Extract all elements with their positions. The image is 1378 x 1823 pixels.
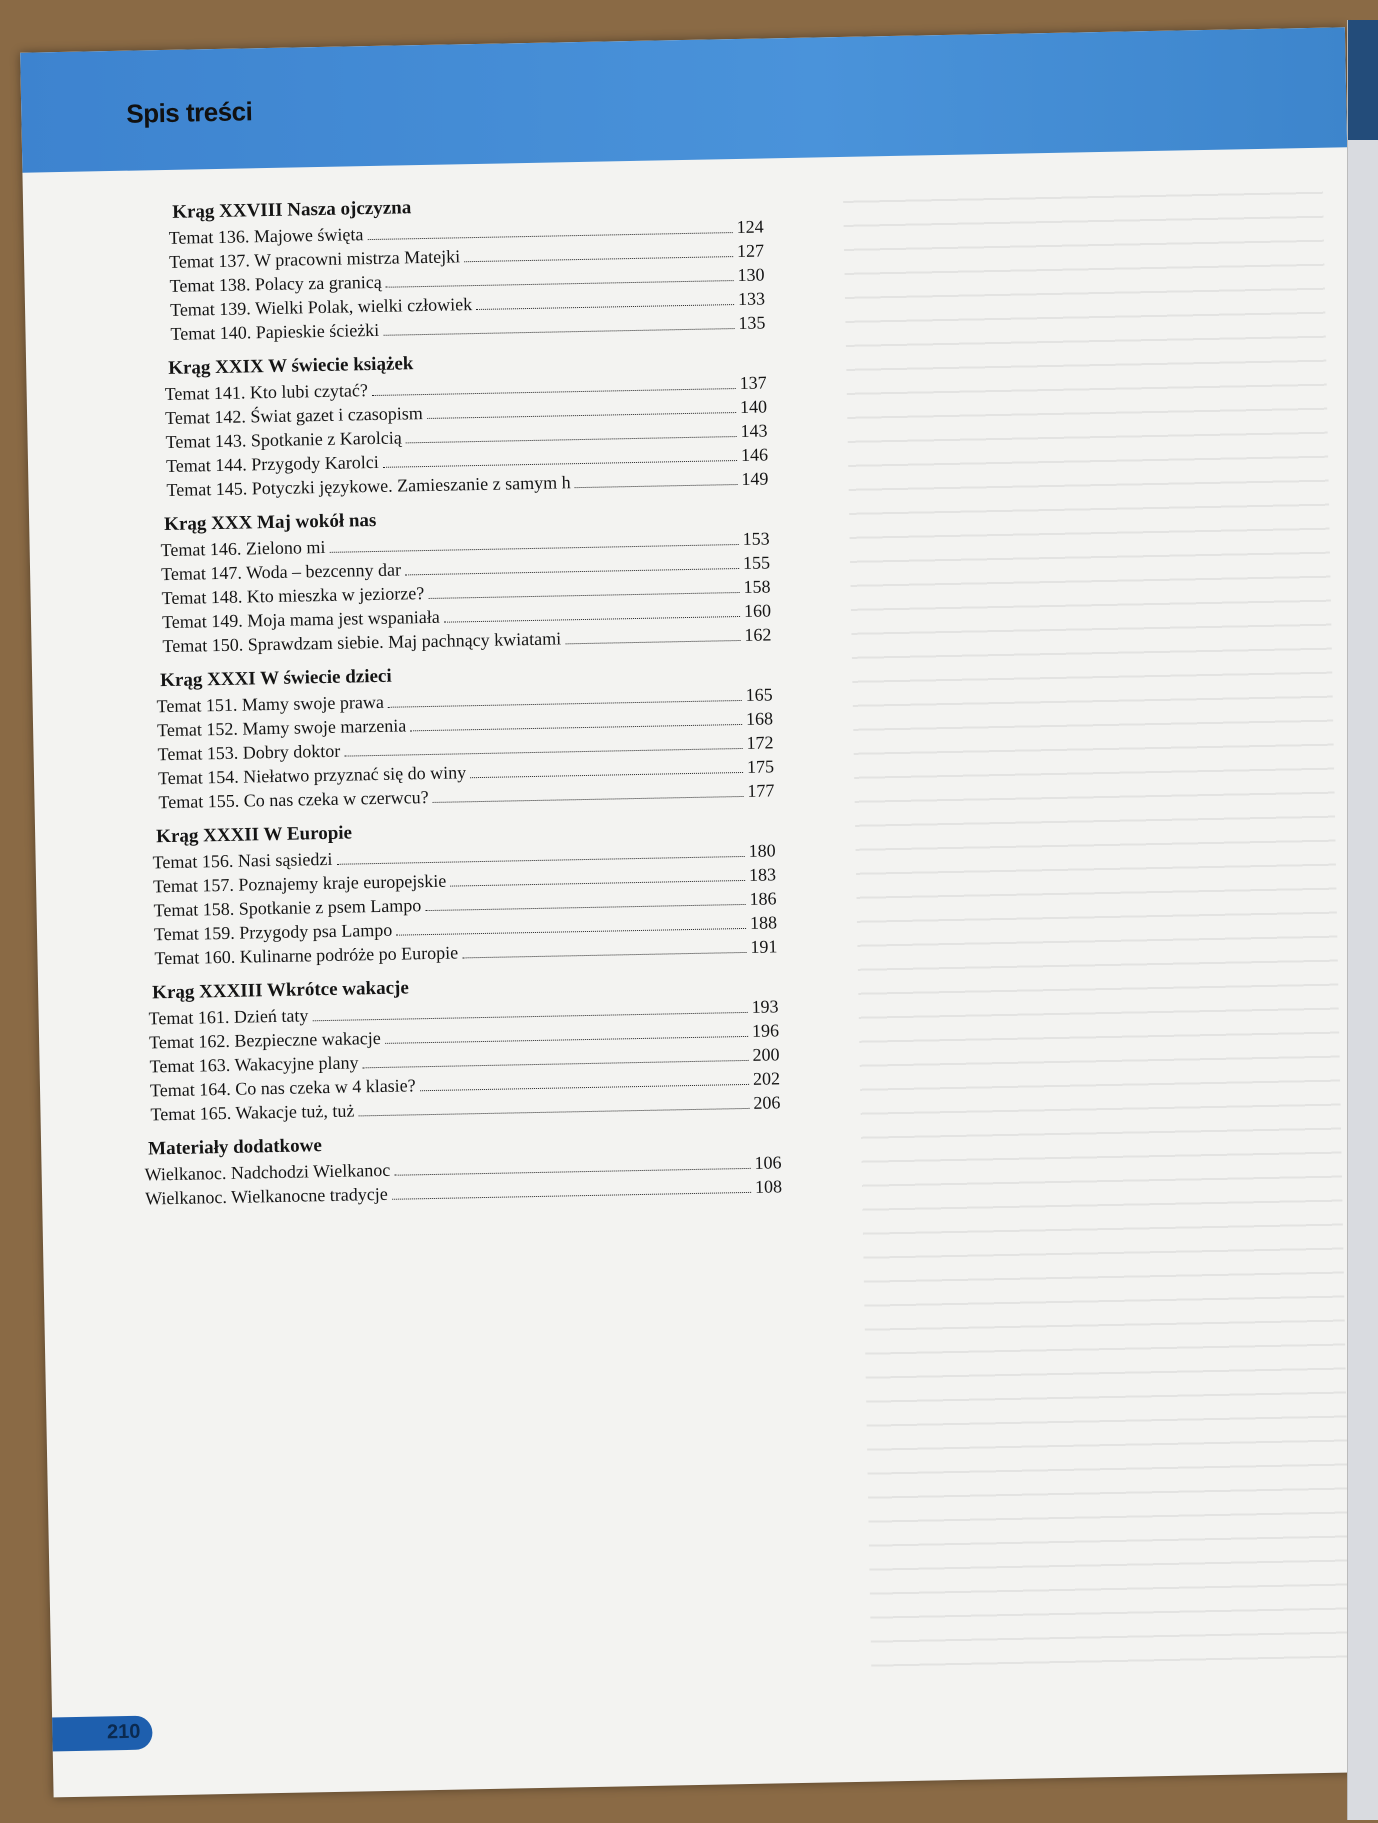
entry-page-number: 140 [739, 396, 768, 417]
section-title: Materiały dodatkowe [147, 1135, 322, 1160]
entry-page-number: 143 [740, 420, 768, 441]
dot-leader [396, 928, 746, 936]
toc-section [168, 188, 766, 345]
dot-leader [383, 328, 734, 336]
page-number-badge [32, 1715, 153, 1751]
toc-section [160, 500, 772, 658]
entry-label: Temat 145. Potyczki językowe. Zamieszanie z samym h [166, 472, 571, 500]
bleed-through-text [843, 178, 1352, 1687]
dot-leader [386, 280, 734, 288]
entry-label: Temat 158. Spotkanie z psem Lampo [153, 895, 422, 921]
dot-leader [383, 460, 737, 468]
entry-page-number: 193 [751, 996, 779, 1017]
entry-label: Temat 136. Majowe święta [168, 224, 364, 248]
entry-label: Temat 151. Mamy swoje prawa [156, 691, 385, 717]
entry-label: Temat 165. Wakacje tuż, tuż [150, 1100, 355, 1125]
entry-label: Temat 160. Kulinarne podróże po Europie [154, 942, 459, 969]
entry-page-number: 160 [743, 600, 772, 621]
entry-label: Temat 137. W pracowni mistrza Matejki [168, 246, 461, 272]
toc-section [164, 344, 769, 502]
toc-section [156, 656, 775, 814]
entry-page-number: 191 [750, 936, 778, 957]
entry-page-number: 130 [737, 264, 765, 285]
entry-label: Temat 147. Woda – bezcenny dar [160, 559, 402, 585]
dot-leader [385, 1036, 748, 1044]
entry-page-number: 124 [736, 216, 764, 237]
toc-section [148, 968, 781, 1126]
entry-label: Temat 148. Kto mieszka w jeziorze? [161, 583, 425, 609]
entry-label: Temat 152. Mamy swoje marzenia [156, 715, 407, 741]
entry-label: Temat 156. Nasi sąsiedzi [152, 848, 333, 873]
entry-page-number: 146 [740, 444, 769, 465]
dot-leader [388, 700, 742, 708]
entry-page-number: 196 [751, 1020, 780, 1041]
dot-leader [444, 616, 740, 623]
entry-page-number: 158 [743, 576, 771, 597]
entry-label: Temat 140. Papieskie ścieżki [170, 319, 380, 344]
entry-page-number: 202 [752, 1068, 781, 1089]
entry-page-number: 162 [744, 624, 772, 645]
dot-leader [450, 880, 745, 887]
toc-section [144, 1124, 782, 1210]
dot-leader [367, 232, 732, 240]
entry-page-number: 165 [745, 684, 773, 705]
entry-page-number: 180 [748, 840, 776, 861]
entry-label: Temat 154. Niełatwo przyznać się do winy [157, 762, 467, 789]
entry-page-number: 127 [736, 240, 765, 261]
entry-page-number: 186 [749, 888, 777, 909]
entry-label: Temat 164. Co nas czeka w 4 klasie? [149, 1075, 416, 1101]
entry-label: Temat 144. Przygody Karolci [165, 451, 379, 476]
dot-leader [476, 304, 734, 310]
entry-page-number: 106 [754, 1152, 782, 1173]
entry-label: Temat 146. Zielono mi [160, 536, 326, 561]
entry-label: Temat 138. Polacy za granicą [169, 271, 382, 296]
dot-leader [405, 568, 739, 575]
entry-page-number: 206 [753, 1092, 781, 1113]
entry-label: Temat 150. Sprawdzam siebie. Maj pachnący kwiatami [162, 628, 562, 657]
entry-label: Temat 161. Dzień taty [148, 1005, 309, 1029]
entry-page-number: 175 [746, 756, 775, 777]
entry-page-number: 168 [745, 708, 774, 729]
entry-page-number: 137 [739, 372, 767, 393]
dot-leader [420, 1084, 749, 1091]
entry-page-number: 108 [754, 1176, 783, 1197]
section-title: Krąg XXIX W świecie książek [168, 353, 414, 379]
entry-label: Temat 153. Dobry doktor [157, 740, 341, 765]
entry-label: Temat 142. Świat gazet i czasopism [164, 403, 423, 428]
entry-page-number: 153 [742, 528, 770, 549]
dot-leader [427, 412, 736, 419]
entry-label: Temat 157. Poznajemy kraje europejskie [152, 870, 447, 897]
page-number: 210 [106, 1720, 141, 1744]
dot-leader [358, 1108, 749, 1117]
entry-label: Temat 139. Wielki Polak, wielki człowiek [169, 294, 473, 320]
entry-label: Temat 159. Przygody psa Lampo [153, 919, 393, 945]
section-title: Krąg XXX Maj wokół nas [164, 509, 377, 536]
section-title: Krąg XXXI W świecie dzieci [160, 665, 392, 692]
section-title: Krąg XXVIII Nasza ojczyzna [172, 197, 412, 223]
entry-label: Temat 141. Kto lubi czytać? [164, 380, 369, 405]
dot-leader [565, 640, 740, 644]
dot-leader [462, 952, 746, 958]
entry-page-number: 183 [748, 864, 777, 885]
entry-page-number: 135 [738, 312, 766, 333]
entry-label: Temat 155. Co nas czeka w czerwcu? [158, 787, 429, 813]
book-page [20, 27, 1378, 1797]
dot-leader [425, 904, 745, 911]
entry-page-number: 172 [746, 732, 774, 753]
entry-label: Temat 163. Wakacyjne plany [149, 1052, 359, 1077]
table-of-contents [128, 188, 782, 1220]
entry-label: Temat 162. Bezpieczne wakacje [148, 1027, 381, 1053]
dot-leader [470, 772, 743, 778]
entry-label: Temat 149. Moja mama jest wspaniała [161, 606, 440, 633]
entry-page-number: 133 [737, 288, 766, 309]
dot-leader [575, 484, 738, 488]
entry-page-number: 200 [752, 1044, 780, 1065]
section-title: Krąg XXXIII Wkrótce wakacje [151, 977, 409, 1004]
dot-leader [392, 1192, 751, 1200]
dot-leader [410, 724, 742, 731]
page-title: Spis treści [126, 96, 253, 129]
dot-leader [394, 1168, 750, 1176]
entry-page-number: 177 [747, 780, 775, 801]
header-band [20, 27, 1347, 172]
next-page-edge [1347, 20, 1378, 1820]
dot-leader [433, 796, 744, 803]
toc-section [152, 812, 778, 970]
section-title: Krąg XXXII W Europie [155, 822, 353, 848]
entry-page-number: 188 [749, 912, 778, 933]
next-page-header-strip [1348, 20, 1378, 140]
entry-page-number: 155 [742, 552, 771, 573]
dot-leader [372, 388, 736, 396]
entry-label: Temat 143. Spotkanie z Karolcią [165, 427, 402, 452]
entry-page-number: 149 [741, 468, 769, 489]
entry-label: Wielkanoc. Wielkanocne tradycje [144, 1183, 388, 1209]
dot-leader [406, 436, 737, 443]
dot-leader [428, 592, 739, 599]
dot-leader [464, 256, 733, 262]
entry-label: Wielkanoc. Nadchodzi Wielkanoc [144, 1159, 391, 1185]
